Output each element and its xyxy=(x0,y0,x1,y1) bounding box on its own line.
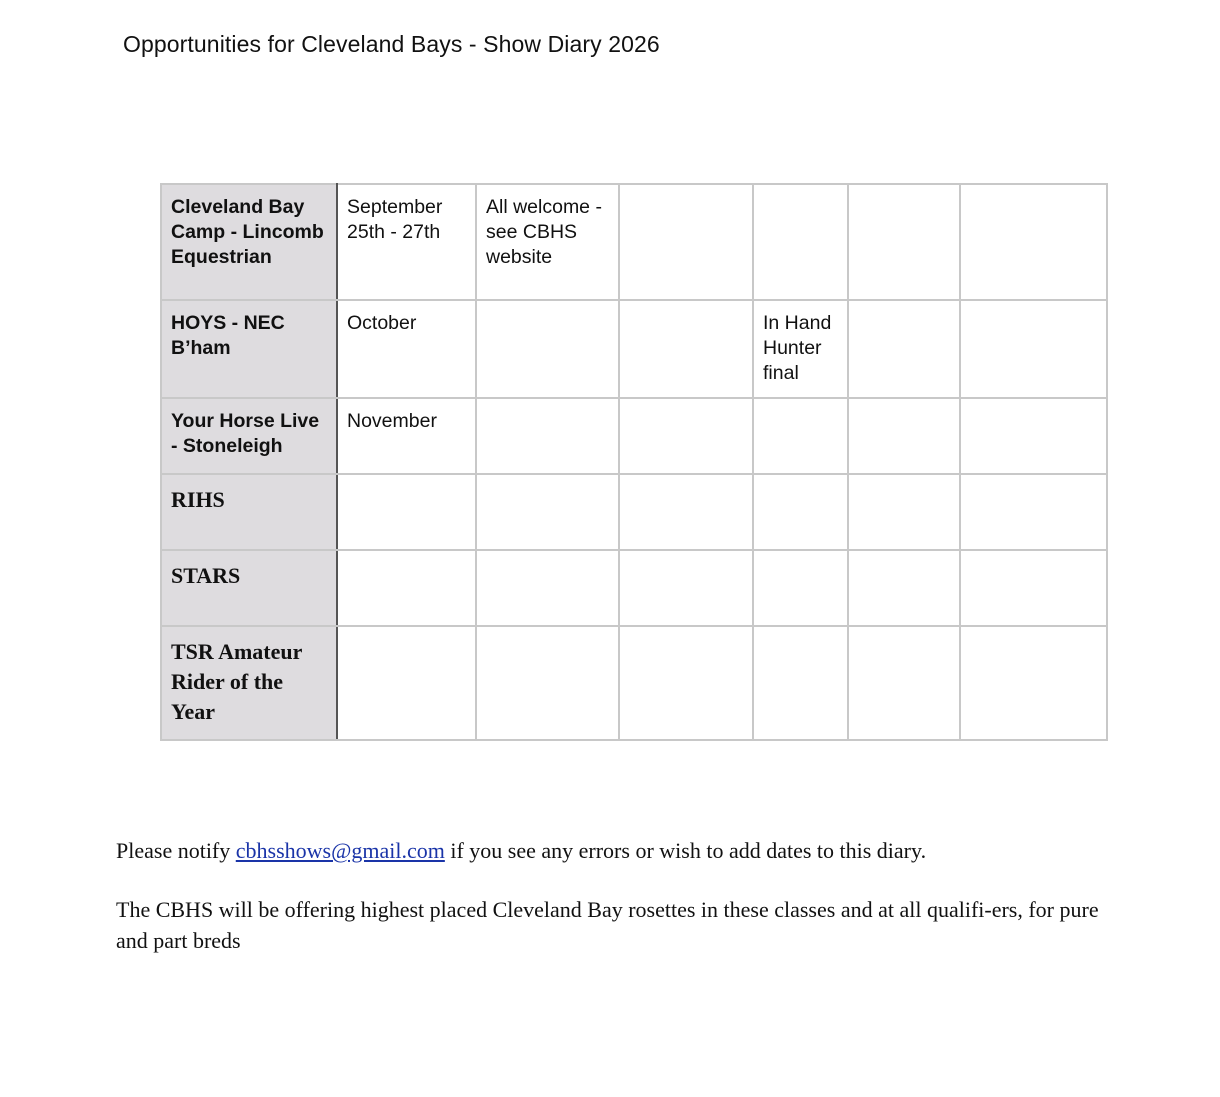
venue-cell: RIHS xyxy=(161,474,337,550)
email-link[interactable]: cbhsshows@gmail.com xyxy=(235,838,445,863)
date-cell: September 25th - 27th xyxy=(337,184,476,300)
table-cell xyxy=(848,626,960,740)
page-title: Opportunities for Cleveland Bays - Show Diary 2026 xyxy=(123,31,660,57)
table-cell xyxy=(848,184,960,300)
table-row xyxy=(161,626,1107,740)
table-cell xyxy=(753,474,848,550)
notify-paragraph xyxy=(116,835,1106,866)
venue-cell: HOYS - NEC B’ham xyxy=(161,300,337,398)
notify-prefix: Please notify xyxy=(116,838,236,863)
date-cell: October xyxy=(337,300,476,398)
table-row xyxy=(161,398,1107,474)
table-cell xyxy=(960,300,1107,398)
notify-suffix: if you see any errors or wish to add dates to this diary. xyxy=(444,838,927,863)
table-row xyxy=(161,474,1107,550)
date-cell xyxy=(337,626,476,740)
table-row xyxy=(161,550,1107,626)
venue-cell: Cleveland Bay Camp - Lincomb Equestrian xyxy=(161,184,337,300)
table-cell xyxy=(476,474,619,550)
table-cell xyxy=(619,398,753,474)
table-row xyxy=(161,300,1107,398)
table-cell xyxy=(753,184,848,300)
show-diary-table xyxy=(160,183,1108,741)
table-cell xyxy=(619,184,753,300)
table-cell xyxy=(848,398,960,474)
date-cell xyxy=(337,550,476,626)
table-cell xyxy=(960,626,1107,740)
table-cell xyxy=(476,550,619,626)
table-cell xyxy=(619,300,753,398)
venue-cell: Your Horse Live - Stoneleigh xyxy=(161,398,337,474)
table-cell xyxy=(753,550,848,626)
table-cell xyxy=(960,474,1107,550)
table-cell xyxy=(476,398,619,474)
venue-cell: STARS xyxy=(161,550,337,626)
notes-section xyxy=(116,835,1106,984)
table-cell xyxy=(960,550,1107,626)
table-cell xyxy=(848,300,960,398)
venue-cell: TSR Amateur Rider of the Year xyxy=(161,626,337,740)
rosettes-paragraph: The CBHS will be offering highest placed Cleveland Bay rosettes in these classes and at all qualifi-ers, for pure and part breds xyxy=(116,897,1099,953)
table-cell: In Hand Hunter final xyxy=(753,300,848,398)
table-cell: All welcome - see CBHS website xyxy=(476,184,619,300)
table-cell xyxy=(619,626,753,740)
date-cell xyxy=(337,474,476,550)
table-cell xyxy=(753,398,848,474)
date-cell: November xyxy=(337,398,476,474)
table-cell xyxy=(960,184,1107,300)
table-cell xyxy=(848,474,960,550)
table-cell xyxy=(476,300,619,398)
table-cell xyxy=(619,550,753,626)
table-cell xyxy=(848,550,960,626)
table-cell xyxy=(753,626,848,740)
table-cell xyxy=(619,474,753,550)
table-cell xyxy=(960,398,1107,474)
table-cell xyxy=(476,626,619,740)
table-row xyxy=(161,184,1107,300)
